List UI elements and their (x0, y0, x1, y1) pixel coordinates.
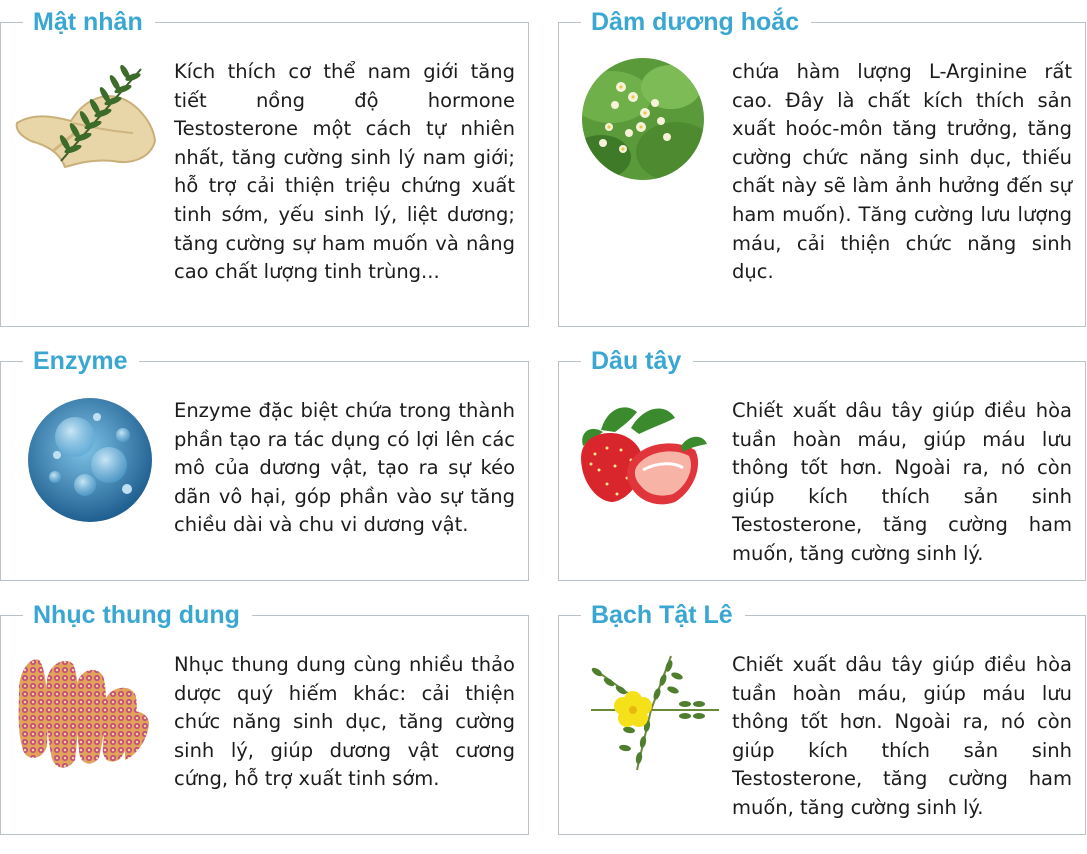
card-description: Nhục thung dung cùng nhiều thảo dược quý hiếm khác: cải thiện chức năng sinh dục, tăng cường sinh lý, giúp dương vật cương cứng, hỗ trợ xuất tinh sớm. (174, 653, 515, 791)
card-description: Enzyme đặc biệt chứa trong thành phần tạo ra tác dụng có lợi lên các mô của dương vật, tạo ra sự kéo dãn vô hại, góp phần vào sự tăng chiều dài và chu vi dương vật. (174, 399, 515, 537)
card-title: Nhục thung dung (23, 600, 252, 630)
strawberry-image (571, 398, 711, 510)
ingredient-card-nhuc-thung-dung (0, 601, 529, 835)
ingredient-card-enzyme (0, 347, 529, 581)
cistanche-image (13, 650, 153, 774)
card-title: Bạch Tật Lê (581, 600, 745, 630)
card-title: Dâu tây (581, 346, 693, 376)
card-title: Enzyme (23, 346, 139, 376)
card-description: Chiết xuất dâu tây giúp điều hòa tuần hoàn máu, giúp máu lưu thông tốt hơn. Ngoài ra, nó còn giúp kích thích sản sinh Testosterone, tăng cường ham muốn, tăng cường sinh lý. (732, 653, 1072, 819)
card-title: Dâm dương hoắc (581, 7, 811, 37)
ingredient-card-bach-tat-le (558, 601, 1086, 835)
card-description: Kích thích cơ thể nam giới tăng tiết nồng độ hormone Testosterone một cách tự nhiên nhất, tăng cường sinh lý nam giới; hỗ trợ cải thiện triệu chứng xuất tinh sớm, yếu sinh lý, liệt dương; tăng cường sự ham muốn và nâng cao chất lượng tinh trùng... (174, 60, 515, 284)
enzyme-image (27, 397, 153, 523)
card-title: Mật nhân (23, 7, 155, 37)
card-description: Chiết xuất dâu tây giúp điều hòa tuần hoàn máu, giúp máu lưu thông tốt hơn. Ngoài ra, nó còn giúp kích thích sản sinh Testosterone, tăng cường ham muốn, tăng cường sinh lý. (732, 399, 1072, 565)
ingredient-card-mat-nhan (0, 8, 529, 327)
tongkat-ali-root-image (13, 61, 163, 171)
card-description: chứa hàm lượng L-Arginine rất cao. Đây là chất kích thích sản xuất hoóc-môn tăng trưởng, tăng cường chức năng sinh dục, thiếu chất này sẽ làm ảnh hưởng đến sự ham muốn). Tăng cường lưu lượng máu, cải thiện chức năng sinh dục. (732, 60, 1072, 284)
tribulus-flower-image (581, 650, 721, 774)
ingredient-card-dau-tay (558, 347, 1086, 581)
epimedium-flower-image (581, 57, 705, 181)
ingredient-card-dam-duong-hoac (558, 8, 1086, 327)
